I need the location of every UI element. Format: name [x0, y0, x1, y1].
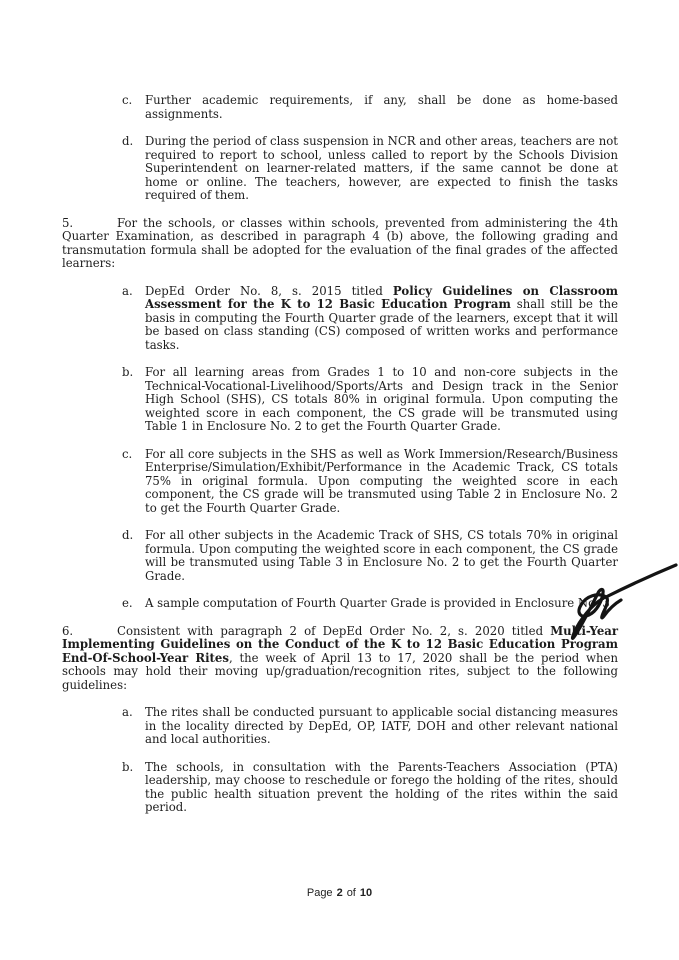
list-item [122, 94, 618, 121]
numbered-paragraph [62, 625, 618, 693]
item-label: a. [122, 705, 133, 719]
list-item [122, 761, 618, 815]
item-label: 5. [62, 215, 74, 230]
text-segment: Further academic requirements, if any, shall be done as home-based assignments. [145, 93, 618, 121]
paragraph-text [145, 365, 618, 433]
item-label: e. [122, 596, 133, 610]
list-item [122, 366, 618, 434]
item-label: a. [122, 283, 133, 298]
document-body [62, 94, 618, 829]
footer-page-number: 2 [336, 887, 343, 899]
paragraph-text [145, 705, 618, 746]
list-item [122, 285, 618, 353]
text-segment: shall still be the basis in computing the Fourth Quarter grade of the learners, except that it will be based on class standing (CS) composed of written works and performance tasks. [145, 297, 618, 352]
text-segment: During the period of class suspension in NCR and other areas, teachers are not required to report to school, unless called to report by the Schools Division Superintendent on learner-related matters, if the same cannot be done at home or online. The teachers, however, are expected to finish the tasks required of them. [145, 134, 618, 202]
item-label: c. [122, 446, 133, 461]
paragraph-text [145, 760, 618, 815]
text-segment: The rites shall be conducted pursuant to applicable social distancing measures in the locality directed by DepEd, OP, IATF, DOH and other relevant national and local authorities. [145, 705, 618, 746]
item-label: d. [122, 134, 134, 148]
footer-page-label: Page [306, 887, 333, 899]
paragraph-text [145, 596, 614, 610]
text-segment: For all core subjects in the SHS as well as Work Immersion/Research/Business Enterprise/Simulation/Exhibit/Performance in the Academic Track, CS totals 75% in original formula. Upon computing the weighted score in each component, the CS grade will be transmuted using Table 2 in Enclosure No. 2 to get the Fourth Quarter Grade. [145, 446, 618, 515]
footer-of-label: of [346, 887, 356, 899]
text-segment: DepEd Order No. 8, s. 2015 titled [145, 283, 393, 298]
paragraph-text [145, 134, 618, 202]
text-segment: , the week of April 13 to 17, 2020 shall be the period when schools may hold their moving up/graduation/recognition rites, subject to the following guidelines: [62, 650, 618, 692]
item-label: b. [122, 365, 134, 379]
item-label: 6. [62, 623, 74, 638]
text-segment: For all learning areas from Grades 1 to 10 and non-core subjects in the Technical-Vocational-Livelihood/Sports/Arts and Design track in the Senior High School (SHS), CS totals 80% in original formula. Upon computing the weighted score in each component, the CS grade will be transmuted using Table 1 in Enclosure No. 2 to get the Fourth Quarter Grade. [145, 365, 618, 433]
text-segment: For the schools, or classes within schools, prevented from administering the 4th Quarter Examination, as described in paragraph 4 (b) above, the following grading and transmutation formula shall be adopted for the evaluation of the final grades of the affected learners: [62, 215, 618, 270]
item-label: b. [122, 759, 134, 774]
paragraph-text [145, 447, 618, 515]
bold-text-segment: Multi-Year Implementing Guidelines on the Conduct of the K to 12 Basic Education Program End-Of-School-Year Rites [62, 623, 618, 665]
list-item [122, 135, 618, 203]
text-segment: A sample computation of Fourth Quarter Grade is provided in Enclosure No. 3. [145, 596, 614, 610]
paragraph-text [62, 216, 618, 271]
list-item [122, 597, 618, 611]
paragraph-text [145, 93, 618, 121]
paragraph-text [145, 528, 618, 583]
text-segment: The schools, in consultation with the Parents-Teachers Association (PTA) leadership, may choose to reschedule or forego the holding of the rites, should the public health situation prevent the holding of the rites within the said period. [145, 759, 618, 814]
list-item [122, 529, 618, 583]
paragraph-text [62, 624, 618, 692]
text-segment: Consistent with paragraph 2 of DepEd Order No. 2, s. 2020 titled [117, 623, 551, 638]
list-item [122, 448, 618, 516]
footer-total-pages: 10 [359, 887, 373, 899]
paragraph-text [145, 284, 618, 352]
item-label: d. [122, 528, 134, 542]
list-item [122, 706, 618, 747]
bold-text-segment: Policy Guidelines on Classroom Assessment for the K to 12 Basic Education Program [145, 283, 618, 311]
text-segment: For all other subjects in the Academic Track of SHS, CS totals 70% in original formula. Upon computing the weighted score in each component, the CS grade will be transmuted using Table 3 in Enclosure No. 2 to get the Fourth Quarter Grade. [145, 528, 618, 583]
page-footer [0, 887, 679, 899]
numbered-paragraph [62, 217, 618, 271]
item-label: c. [122, 93, 133, 107]
